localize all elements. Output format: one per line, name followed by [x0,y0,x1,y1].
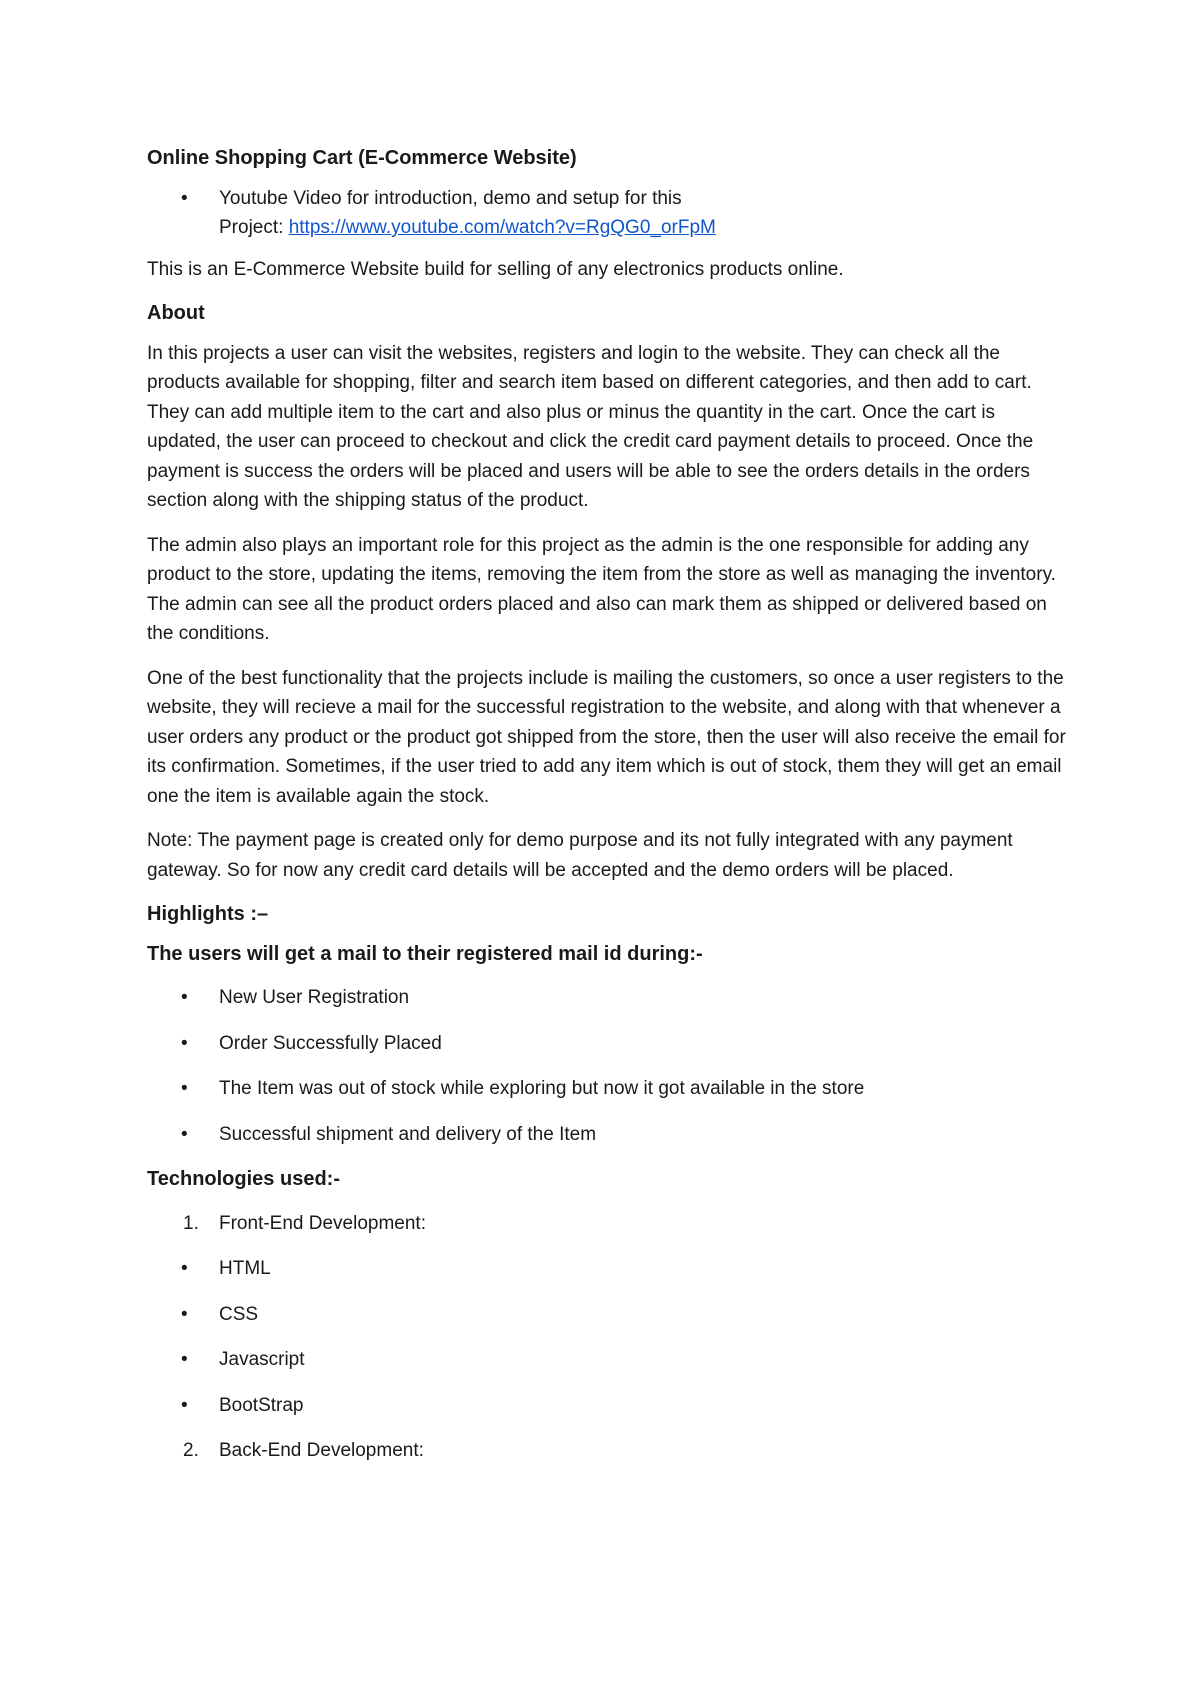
about-paragraph-2: The admin also plays an important role for this project as the admin is the one responsible for adding any product to the store, updating the items, removing the item from the store as well as managing the inventory. The admin can see all the product orders placed and also can mark them as shipped or delivered based on the conditions. [147,534,1056,644]
list-item [147,184,1067,243]
frontend-label: Front-End Development: [219,1212,426,1234]
technologies-numbered-list [147,1209,1067,1239]
intro-bullet-prefix: Project: [219,217,289,238]
list-item [147,983,1067,1013]
bullet-icon: • [181,1349,188,1370]
intro-bullet-line1: Youtube Video for introduction, demo and setup for this [219,187,682,209]
bullet-icon: • [181,1078,188,1099]
note-label: Note: [147,830,193,851]
bullet-icon: • [181,987,188,1008]
list-item [147,1029,1067,1059]
list-number: 1. [183,1212,199,1234]
bullet-icon: • [181,187,188,209]
list-number: 2. [183,1440,199,1461]
bullet-icon: • [181,1258,188,1279]
tech-item-text: CSS [219,1303,259,1325]
list-item [147,1300,1067,1330]
list-item [147,1345,1067,1375]
list-item [147,1254,1067,1284]
highlight-item-text: Successful shipment and delivery of the Item [219,1123,597,1145]
technologies-heading: Technologies used:- [147,1168,340,1190]
document-title: Online Shopping Cart (E-Commerce Website) [147,147,577,169]
highlight-item-text: New User Registration [219,987,410,1008]
backend-label: Back-End Development: [219,1440,424,1461]
document-content [147,144,1067,1482]
list-item [147,1120,1067,1150]
about-paragraph-1: In this projects a user can visit the websites, registers and login to the website. They can check all the products available for shopping, filter and search item based on different categories, and then add to cart. They can add multiple item to the cart and also plus or minus the quantity in the cart. Once the cart is updated, the user can proceed to checkout and click the credit card payment details to proceed. Once the payment is success the orders will be placed and users will be able to see the orders details in the orders section along with the shipping status of the product. [147,342,1034,511]
tech-item-text: Javascript [219,1349,305,1370]
tech-item-text: HTML [219,1258,271,1279]
highlight-item-text: Order Successfully Placed [219,1032,442,1054]
note-text: The payment page is created only for demo purpose and its not fully integrated with any payment gateway. So for now any credit card details will be accepted and the demo orders will be placed. [147,830,1013,881]
frontend-tech-list [147,1254,1067,1420]
intro-paragraph: This is an E-Commerce Website build for selling of any electronics products online. [147,258,844,280]
list-item [147,1391,1067,1421]
tech-item-text: BootStrap [219,1394,304,1416]
list-item [147,1436,1067,1466]
bullet-icon: • [181,1123,188,1145]
highlight-item-text: The Item was out of stock while exploring but now it got available in the store [219,1078,865,1099]
highlights-list [147,983,1067,1149]
about-heading: About [147,302,205,324]
about-paragraph-3: One of the best functionality that the projects include is mailing the customers, so once a user registers to the website, they will recieve a mail for the successful registration to the website, and along with that whenever a user orders any product or the product got shipped from the store, then the user will also receive the email for its confirmation. Sometimes, if the user tried to add any item which is out of stock, them they will get an email one the item is available again the stock. [147,667,1066,807]
bullet-icon: • [181,1032,188,1054]
youtube-link[interactable]: https://www.youtube.com/watch?v=RgQG0_orFpM [288,217,716,238]
highlights-subheading: The users will get a mail to their registered mail id during:- [147,942,703,965]
intro-bullet-list [147,184,1067,243]
bullet-icon: • [181,1394,188,1416]
note-paragraph [147,826,1067,885]
list-item [147,1074,1067,1104]
technologies-numbered-list-2 [147,1436,1067,1466]
list-item [147,1209,1067,1239]
highlights-heading: Highlights :– [147,903,269,925]
bullet-icon: • [181,1303,188,1325]
